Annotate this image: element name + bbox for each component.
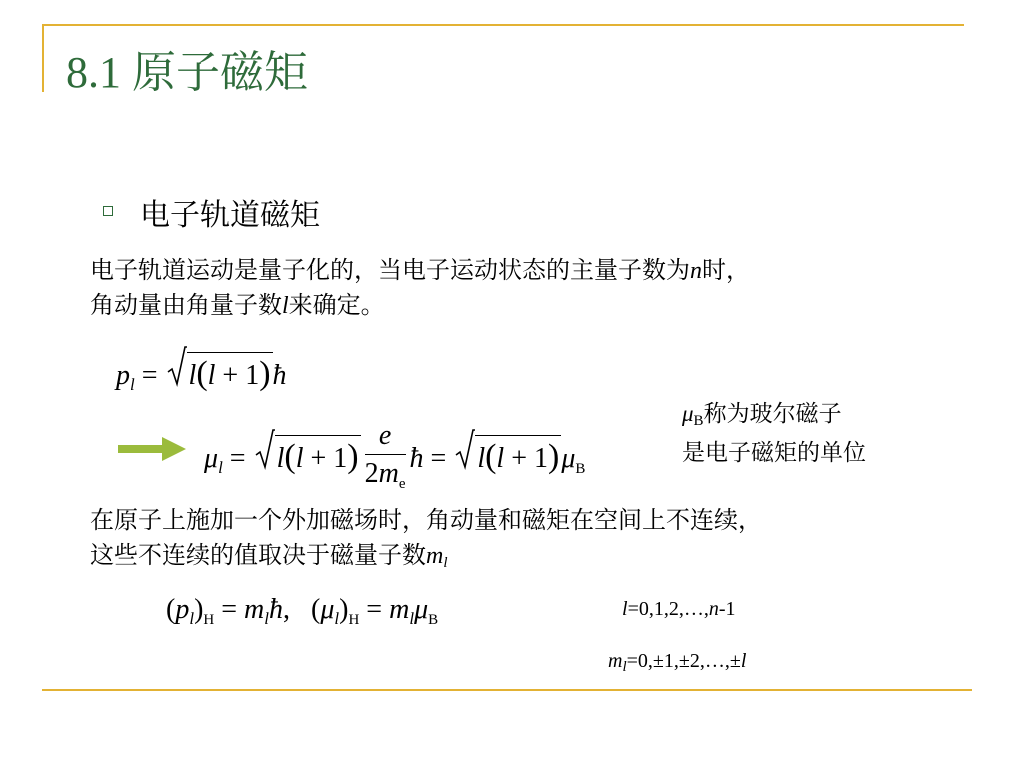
text-span: 称为玻尔磁子: [703, 401, 842, 426]
paragraph-orbital-quantization: [90, 254, 750, 324]
text-span: 来确定。: [288, 293, 385, 319]
variable-n: n: [708, 598, 719, 620]
paragraph-line: [90, 254, 750, 289]
mu-symbol: μ: [682, 401, 694, 426]
field-projection-equations: $(p_l)_H$ = $m_lħ$, $(\mu_l)_H = m_l\mu_B$: [166, 594, 439, 628]
l-value-range: [622, 598, 736, 621]
sqrt-icon: [455, 429, 475, 471]
text-span: 角动量由角量子数: [90, 293, 282, 319]
variable-subscript: l: [622, 659, 627, 675]
text-span: 这些不连续的值取决于磁量子数: [90, 543, 426, 569]
bottom-rule: [42, 689, 972, 691]
text-span: 时，: [702, 258, 750, 284]
sqrt-icon: [255, 429, 275, 471]
left-rule: [42, 24, 44, 92]
bullet-heading: 电子轨道磁矩: [140, 199, 320, 232]
note-line: 是电子磁矩的单位: [682, 440, 866, 465]
variable-l: l: [282, 293, 289, 319]
variable-l: l: [740, 650, 747, 672]
ml-value-range: [608, 650, 746, 676]
angular-momentum-equation: $p_l$ = l(l + 1)ħ: [116, 352, 287, 395]
mu-subscript: B: [693, 413, 704, 429]
text-span: =0,1,2,…,: [627, 598, 709, 620]
paragraph-line: [90, 539, 762, 581]
paragraph-line: 在原子上施加一个外加磁场时，角动量和磁矩在空间上不连续，: [90, 508, 762, 534]
paragraph-magnetic-field: [90, 504, 762, 581]
right-arrow-icon: [118, 436, 188, 462]
variable-subscript: l: [443, 555, 448, 571]
top-rule: [42, 24, 964, 26]
text-span: 电子轨道运动是量子化的，当电子运动状态的主量子数为: [90, 258, 690, 284]
sqrt-icon: [167, 346, 187, 388]
note-line: [682, 398, 866, 437]
square-bullet-icon: [103, 206, 113, 216]
text-span: -1: [718, 598, 736, 620]
text-span: =0,±1,±2,…,±: [626, 650, 741, 672]
variable-m: m: [426, 543, 444, 569]
bohr-magneton-note: [682, 398, 866, 469]
variable-l: l: [622, 598, 628, 620]
orbital-magnetic-moment-equation: $\mu_l$ = l(l + 1) $\frac{e}{2m_e}$ ħ = $l(l + 1)\mu_B$: [204, 420, 586, 492]
paragraph-line: [90, 289, 750, 324]
variable-m: m: [608, 650, 623, 672]
slide-title: 8.1 原子磁矩: [66, 48, 308, 97]
variable-n: n: [690, 258, 702, 284]
